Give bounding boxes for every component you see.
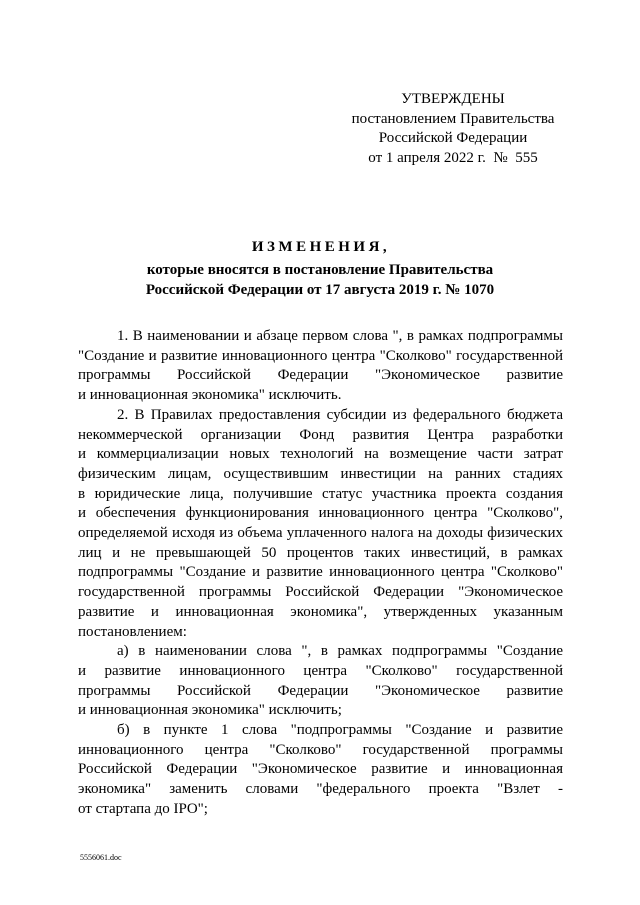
subtitle-line-2: Российской Федерации от 17 августа 2019 г. № 1070 xyxy=(145,281,495,298)
paragraph-2-line-9: подпрограммы "Создание и развитие инновационного центра "Сколково" xyxy=(78,564,563,581)
paragraph-1-line-3: программы Российской Федерации "Экономическое развитие xyxy=(78,367,563,384)
subparagraph-a xyxy=(78,642,563,721)
paragraph-2-line-10: государственной программы Российской Федерации "Экономическое xyxy=(78,584,563,601)
paragraph-2-line-6: и обеспечения функционирования инновационного центра "Сколково", xyxy=(78,505,563,522)
document-subtitle xyxy=(0,261,640,300)
approval-stamp xyxy=(340,90,566,169)
footer-filename: 5556061.doc xyxy=(80,853,122,862)
paragraph-1-line-2: "Создание и развитие инновационного центра "Сколково" государственной xyxy=(78,347,563,364)
paragraph-2-line-8: лиц и не превышающей 50 процентов таких инвестиций, в рамках xyxy=(78,544,563,561)
subparagraph-b-line-5: от стартапа до IPO"; xyxy=(78,800,208,817)
subparagraph-a-line-2: и развитие инновационного центра "Сколково" государственной xyxy=(78,662,563,679)
approval-line-3: от 1 апреля 2022 г. № 555 xyxy=(368,150,538,167)
subparagraph-a-line-1: а) в наименовании слова ", в рамках подпрограммы "Создание xyxy=(117,643,563,660)
subparagraph-b-line-3: Российской Федерации "Экономическое развитие и инновационная xyxy=(78,761,563,778)
paragraph-2-line-11: развитие и инновационная экономика", утвержденных указанным xyxy=(78,603,563,620)
subparagraph-a-line-4: и инновационная экономика" исключить; xyxy=(78,702,342,719)
paragraph-1 xyxy=(78,327,563,406)
document-body xyxy=(78,327,563,820)
paragraph-2-line-2: некоммерческой организации Фонд развития Центра разработки xyxy=(78,426,563,443)
paragraph-2-line-4: физическим лицам, осуществившим инвестиции на ранних стадиях xyxy=(78,465,563,482)
paragraph-2-line-12: постановлением: xyxy=(78,623,187,640)
approval-line-2: Российской Федерации xyxy=(378,130,528,147)
paragraph-1-line-4: и инновационная экономика" исключить. xyxy=(78,387,342,404)
subparagraph-b-line-2: инновационного центра "Сколково" государственной программы xyxy=(78,741,563,758)
paragraph-2-line-5: в юридические лица, получившие статус участника проекта создания xyxy=(78,485,563,502)
approval-line-1: постановлением Правительства xyxy=(351,110,555,127)
document-title: ИЗМЕНЕНИЯ, xyxy=(251,239,391,255)
paragraph-1-line-1: 1. В наименовании и абзаце первом слова ", в рамках подпрограммы xyxy=(117,328,563,344)
approval-title: УТВЕРЖДЕНЫ xyxy=(401,91,505,107)
paragraph-2-line-1: 2. В Правилах предоставления субсидии из федерального бюджета xyxy=(117,406,563,423)
subtitle-line-1: которые вносятся в постановление Правительства xyxy=(146,262,494,278)
subparagraph-a-line-3: программы Российской Федерации "Экономическое развитие xyxy=(78,682,563,699)
subparagraph-b xyxy=(78,721,563,820)
paragraph-2 xyxy=(78,406,563,642)
paragraph-2-line-7: определяемой исходя из объема уплаченного налога на доходы физических xyxy=(78,525,563,542)
subparagraph-b-line-4: экономика" заменить словами "федерального проекта "Взлет - xyxy=(78,781,563,798)
subparagraph-b-line-1: б) в пункте 1 слова "подпрограммы "Создание и развитие xyxy=(117,722,563,739)
paragraph-2-line-3: и коммерциализации новых технологий на возмещение части затрат xyxy=(78,446,563,463)
